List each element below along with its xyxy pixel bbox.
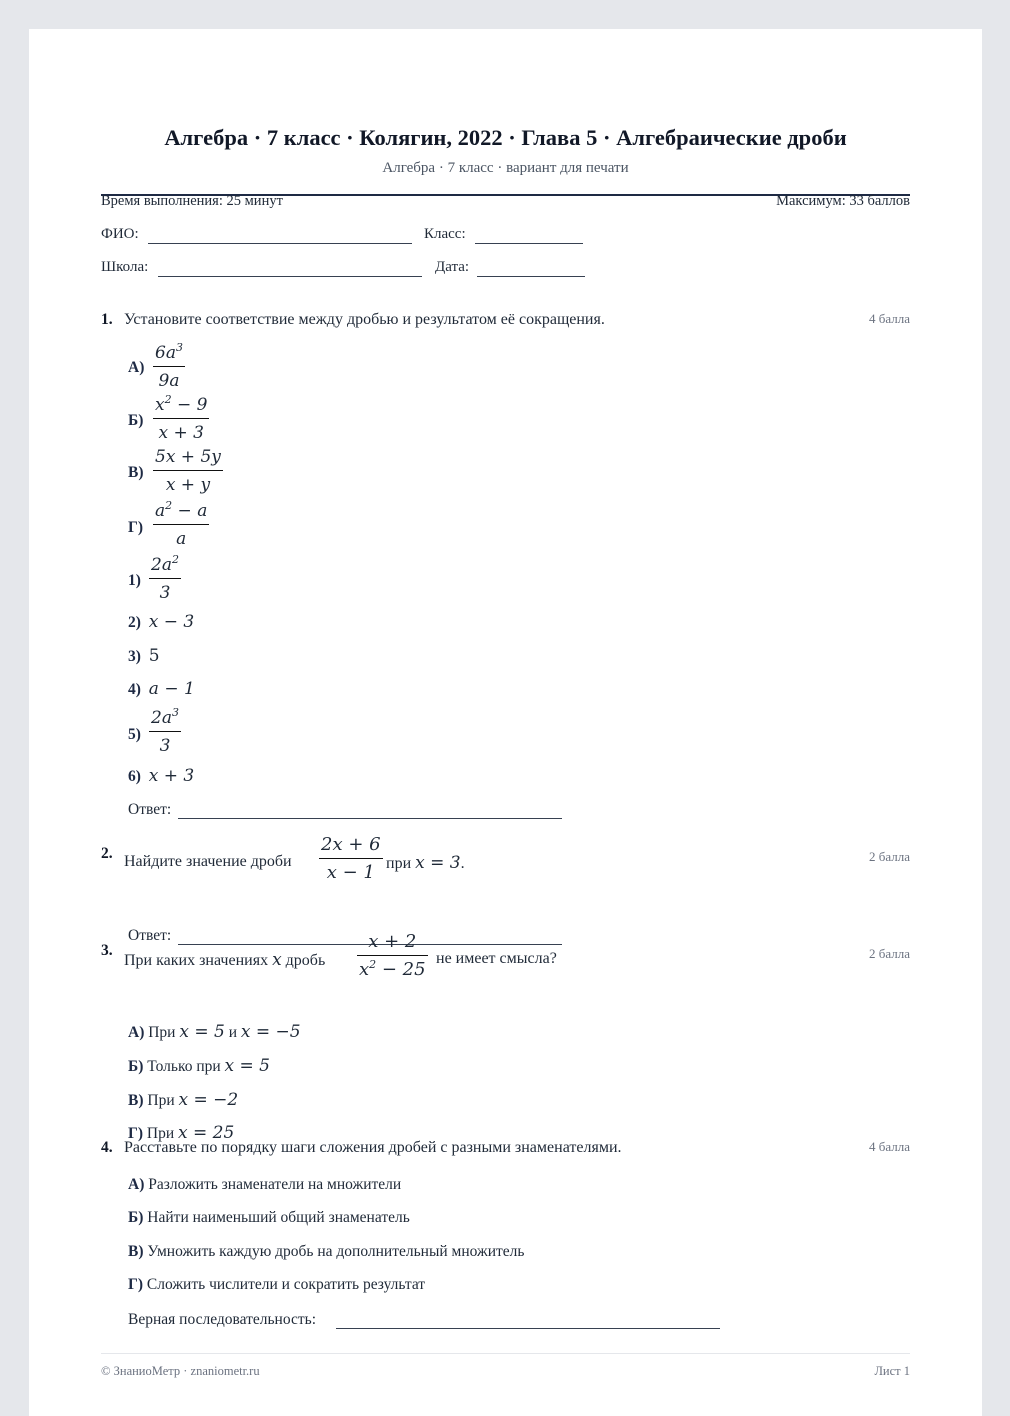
step-b: Б) Найти наименьший общий знаменатель: [128, 1209, 410, 1226]
question-points: 4 балла: [869, 311, 910, 326]
question-points: 4 балла: [869, 1139, 910, 1154]
answer-label: Ответ:: [128, 927, 172, 944]
question-points: 2 балла: [869, 849, 910, 864]
choice-a[interactable]: А) При x = 5 и x = −5: [128, 1022, 301, 1042]
worksheet-page: [29, 29, 982, 1416]
choice-d[interactable]: Г) При x = 25: [128, 1123, 235, 1143]
question-number: 3.: [101, 942, 113, 959]
name-class-row: [101, 226, 910, 246]
page-title: Алгебра · 7 класс · Колягин, 2022 · Глава 5 · Алгебраические дроби: [164, 125, 847, 150]
question-text: Расставьте по порядку шаги сложения дробей с разными знаменателями.: [124, 1139, 622, 1156]
answer-row: [128, 801, 171, 819]
page-subtitle: Алгебра · 7 класс · вариант для печати: [382, 160, 629, 176]
question-4: [101, 1139, 910, 1339]
footer-divider: [101, 1353, 910, 1354]
choice-b[interactable]: Б) Только при x = 5: [128, 1056, 271, 1076]
step-a: А) Разложить знаменатели на множители: [128, 1176, 402, 1193]
match-left-a: [128, 359, 144, 377]
date-field[interactable]: [477, 276, 585, 277]
question-number: 1.: [101, 311, 113, 328]
choice-c[interactable]: В) При x = −2: [128, 1090, 239, 1110]
question-text: Установите соответствие между дробью и результатом её сокращения.: [124, 311, 605, 328]
fio-field[interactable]: [148, 243, 412, 244]
match-right-1: 1): [128, 572, 141, 589]
class-label: Класс:: [424, 226, 466, 242]
answer-label: Верная последовательность:: [128, 1311, 317, 1328]
option-key: Г): [128, 519, 144, 536]
question-fraction: x + 2 $x^2 - 25$: [359, 931, 426, 980]
question-1: [101, 311, 910, 871]
match-left-c: [128, 464, 144, 482]
match-right-1-fraction: $2a^2$ 3: [151, 553, 179, 603]
step-c: В) Умножить каждую дробь на дополнительный множитель: [128, 1243, 525, 1260]
match-right-2: 2) x − 3: [128, 612, 195, 632]
answer-field[interactable]: [178, 818, 562, 819]
option-key: Б): [128, 412, 144, 429]
school-date-row: [101, 259, 910, 279]
question-text: Найдите значение дроби: [124, 853, 292, 870]
question-fraction: 2x + 6 x − 1: [321, 834, 381, 883]
question-number: 2.: [101, 845, 113, 862]
option-key: В): [128, 464, 144, 481]
footer-copyright: © ЗнаниоМетр · znaniometr.ru: [101, 1364, 260, 1378]
answer-label: Ответ:: [128, 801, 172, 818]
answer-row: [128, 1311, 316, 1329]
question-points: 2 балла: [869, 946, 910, 961]
match-right-6: 6) x + 3: [128, 766, 195, 786]
time-limit: Время выполнения: 25 минут: [101, 193, 283, 209]
option-key: А): [128, 359, 145, 376]
match-left-d-fraction: $a^2 - a$ a: [155, 499, 208, 549]
match-right-4: 4) a − 1: [128, 679, 195, 699]
match-left-c-fraction: 5x + 5y x + y: [155, 447, 221, 495]
meta-row: [101, 193, 910, 213]
class-field[interactable]: [475, 243, 583, 244]
match-right-3: 3) 5: [128, 646, 160, 666]
step-d: Г) Сложить числители и сократить результат: [128, 1276, 426, 1293]
footer-sheet-number: Лист 1: [874, 1364, 910, 1378]
school-label: Школа:: [101, 259, 149, 275]
match-right-5: 5): [128, 726, 141, 743]
match-left-d: [128, 519, 143, 537]
match-left-a-fraction: $6a^3$ 9a: [155, 341, 183, 391]
question-number: 4.: [101, 1139, 113, 1156]
question-3: 3. При каких значениях x дробь x + 2 $x^2 - 25$ не имеет смысла? 2 балла А) При x = 5 и x = −5 Б) Только при x = 5 В) При x = −2 Г) При x = 25: [101, 931, 910, 1143]
date-label: Дата:: [435, 259, 470, 275]
question-2: 2. Найдите значение дроби 2x + 6 x − 1 при x = 3. 2 балла Ответ:: [101, 834, 910, 944]
max-score: Максимум: 33 баллов: [776, 193, 910, 209]
fio-label: ФИО:: [101, 226, 139, 242]
answer-field[interactable]: [336, 1328, 720, 1329]
match-right-5-fraction: $2a^3$ 3: [151, 706, 179, 756]
match-left-b: [128, 412, 143, 430]
school-field[interactable]: [158, 276, 422, 277]
question-text: При каких значениях x дробь: [124, 950, 326, 970]
match-left-b-fraction: $x^2 - 9$ x + 3: [155, 393, 208, 443]
